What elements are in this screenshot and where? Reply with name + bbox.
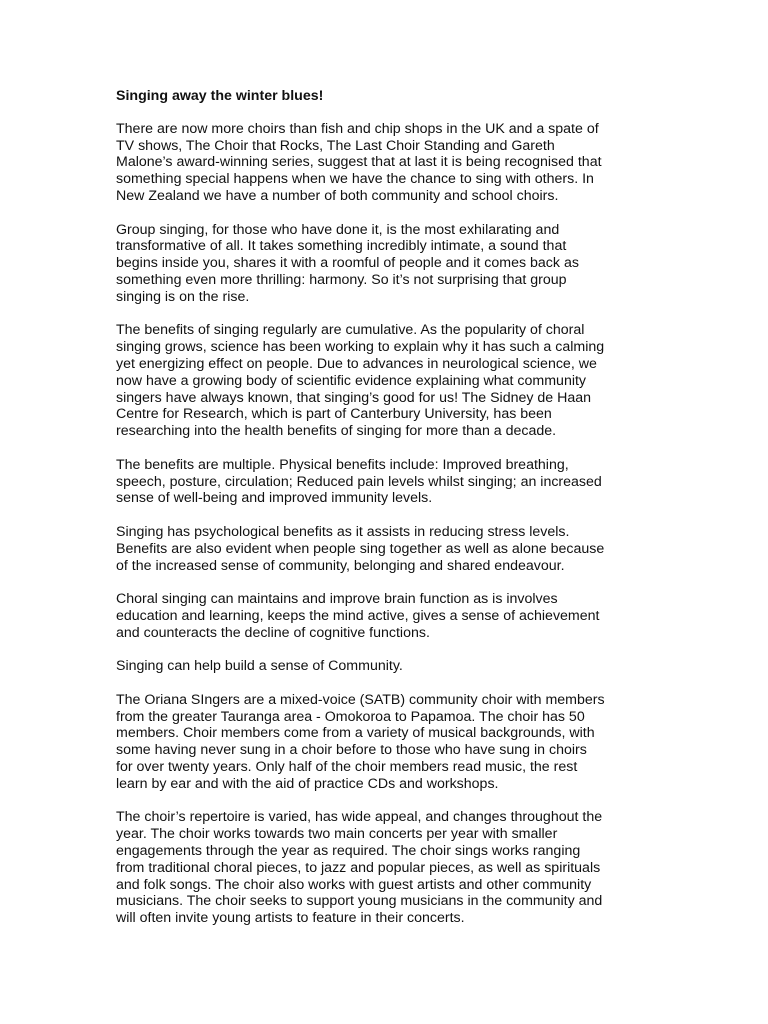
paragraph-repertoire [116, 809, 656, 927]
paragraph-line: some having never sung in a choir before to those who have sung in choirs [116, 742, 587, 759]
paragraph-line: will often invite young artists to feature in their concerts. [116, 910, 465, 927]
paragraph-line: sense of well-being and improved immunity levels. [116, 490, 433, 507]
paragraph-line: and folk songs. The choir also works with guest artists and other community [116, 876, 592, 893]
paragraph-line: and counteracts the decline of cognitive functions. [116, 624, 430, 641]
paragraph-line: now have a growing body of scientific evidence explaining what community [116, 372, 587, 389]
paragraph-line: The Oriana SIngers are a mixed-voice (SATB) community choir with members [116, 691, 605, 708]
paragraph-line: There are now more choirs than fish and chip shops in the UK and a spate of [116, 120, 599, 137]
paragraph-line: The benefits of singing regularly are cumulative. As the popularity of choral [116, 322, 585, 339]
paragraph-line: speech, posture, circulation; Reduced pain levels whilst singing; an increased [116, 473, 602, 490]
paragraph-line: engagements through the year as required. The choir sings works ranging [116, 843, 581, 860]
document-body [116, 88, 656, 944]
paragraph-line: something even more thrilling: harmony. So it’s not surprising that group [116, 271, 567, 288]
paragraph-intro [116, 121, 656, 205]
paragraph-benefits-cumulative [116, 322, 656, 440]
paragraph-line: singers have always known, that singing’s good for us! The Sidney de Haan [116, 389, 592, 406]
paragraph-line: from traditional choral pieces, to jazz and popular pieces, as well as spirituals [116, 859, 601, 876]
paragraph-community [116, 658, 656, 675]
paragraph-physical-benefits [116, 457, 656, 507]
paragraph-line: researching into the health benefits of singing for more than a decade. [116, 423, 557, 440]
paragraph-line: New Zealand we have a number of both community and school choirs. [116, 187, 559, 204]
paragraph-line: learn by ear and with the aid of practice CDs and workshops. [116, 775, 499, 792]
paragraph-line: Benefits are also evident when people sing together as well as alone because [116, 540, 605, 557]
paragraph-line: education and learning, keeps the mind active, gives a sense of achievement [116, 607, 600, 624]
paragraph-line: TV shows, The Choir that Rocks, The Last Choir Standing and Gareth [116, 137, 555, 154]
paragraph-line: yet energizing effect on people. Due to advances in neurological science, we [116, 355, 597, 372]
paragraph-line: singing grows, science has been working to explain why it has such a calming [116, 339, 605, 356]
paragraph-line: Singing has psychological benefits as it assists in reducing stress levels. [116, 523, 570, 540]
paragraph-group-singing [116, 222, 656, 306]
paragraph-line: members. Choir members come from a variety of musical backgrounds, with [116, 725, 595, 742]
paragraph-line: from the greater Tauranga area - Omokoroa to Papamoa. The choir has 50 [116, 708, 585, 725]
paragraph-line: musicians. The choir seeks to support young musicians in the community and [116, 893, 603, 910]
paragraph-line: Choral singing can maintains and improve brain function as is involves [116, 591, 558, 608]
paragraph-line: transformative of all. It takes something incredibly intimate, a sound that [116, 238, 567, 255]
paragraph-line: Group singing, for those who have done it, is the most exhilarating and [116, 221, 560, 238]
paragraph-line: for over twenty years. Only half of the choir members read music, the rest [116, 759, 578, 776]
paragraph-oriana-singers [116, 692, 656, 793]
paragraph-line: singing is on the rise. [116, 288, 250, 305]
document-title: Singing away the winter blues! [116, 88, 324, 104]
paragraph-line: Singing can help build a sense of Community. [116, 658, 403, 675]
paragraph-brain-function [116, 591, 656, 641]
paragraph-line: begins inside you, shares it with a roomful of people and it comes back as [116, 255, 579, 272]
paragraph-line: something special happens when we have the chance to sing with others. In [116, 171, 594, 188]
paragraph-line: of the increased sense of community, belonging and shared endeavour. [116, 557, 565, 574]
paragraph-line: The choir’s repertoire is varied, has wide appeal, and changes throughout the [116, 809, 603, 826]
paragraph-line: The benefits are multiple. Physical benefits include: Improved breathing, [116, 456, 569, 473]
paragraph-line: year. The choir works towards two main concerts per year with smaller [116, 826, 558, 843]
paragraph-line: Centre for Research, which is part of Canterbury University, has been [116, 406, 552, 423]
paragraph-line: Malone’s award-winning series, suggest that at last it is being recognised that [116, 154, 602, 171]
paragraph-psychological-benefits [116, 524, 656, 574]
